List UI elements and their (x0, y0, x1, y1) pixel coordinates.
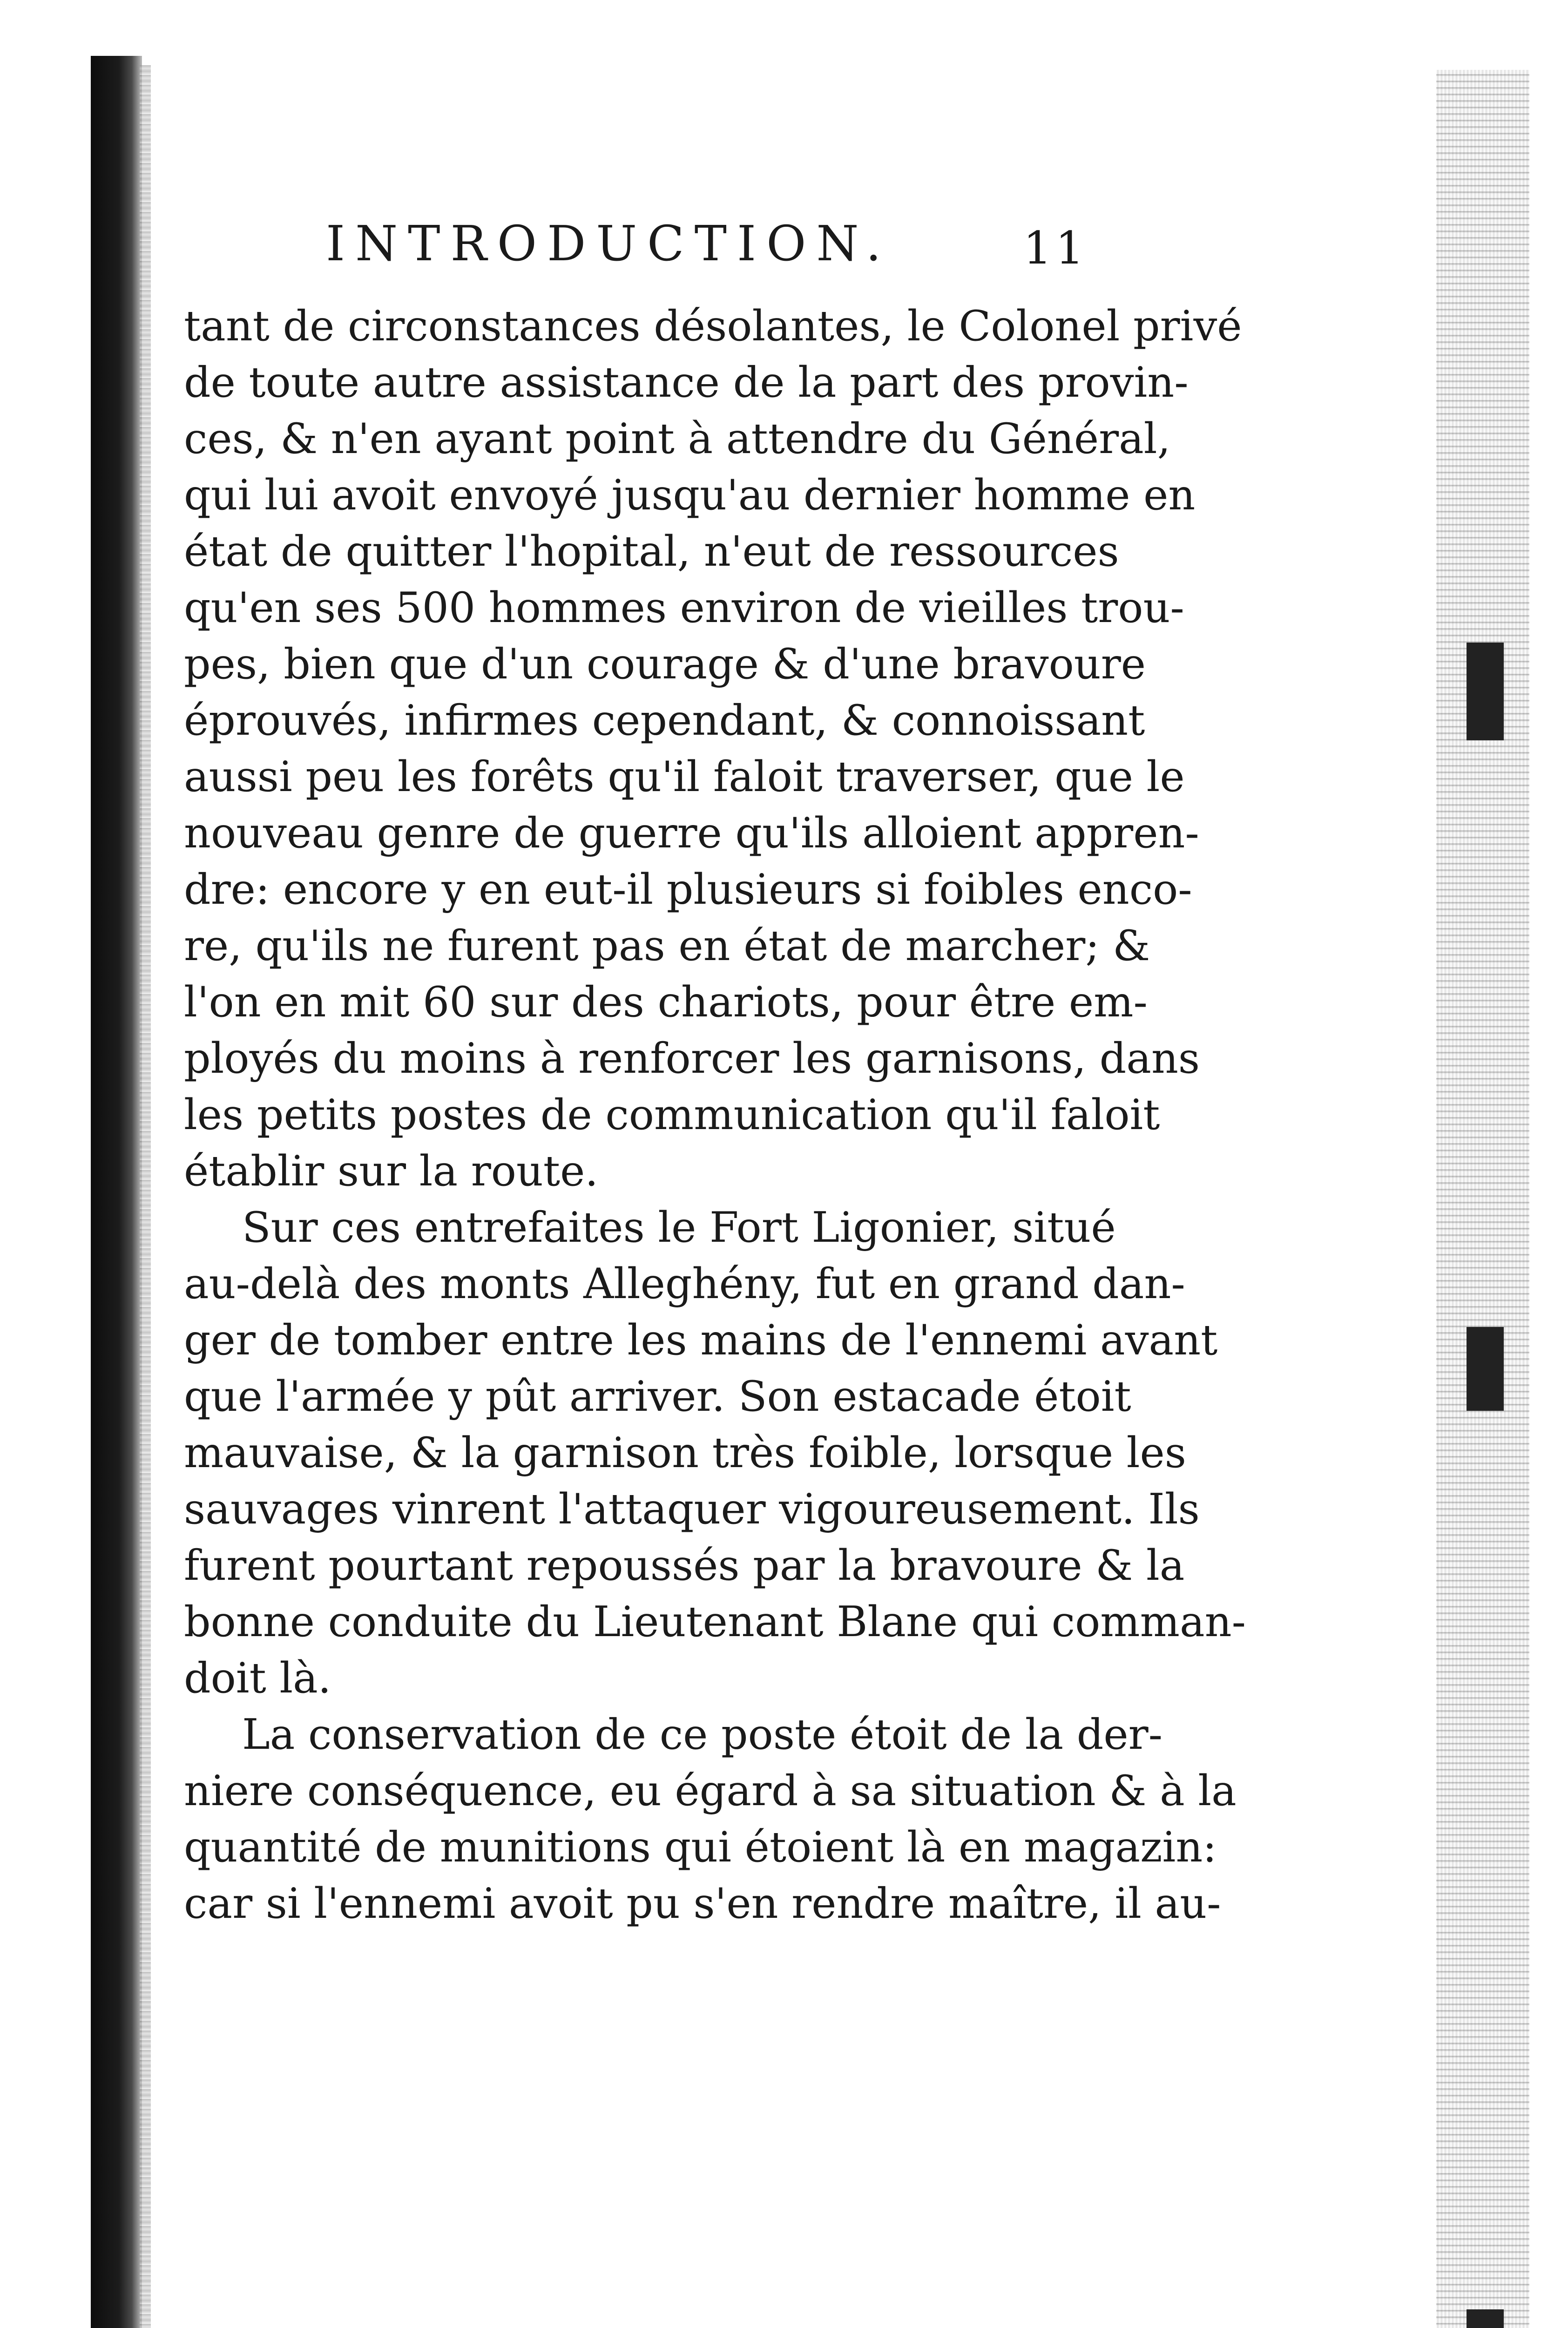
text-line: ces, & n'en ayant point à attendre du Général, (184, 414, 1171, 463)
page-edge-bar (1467, 643, 1504, 740)
binding-gutter-edge (140, 65, 151, 2328)
text-line: tant de circonstances désolantes, le Colonel privé (184, 302, 1242, 351)
text-line: éprouvés, infirmes cependant, & connoissant (184, 696, 1145, 745)
page-number: 11 (1023, 222, 1088, 274)
text-line: niere conséquence, eu égard à sa situation & à la (184, 1766, 1237, 1815)
text-line: de toute autre assistance de la part des provin- (184, 358, 1189, 407)
text-line: dre: encore y en eut-il plusieurs si foibles enco- (184, 865, 1192, 914)
text-line: mauvaise, & la garnison très foible, lorsque les (184, 1428, 1186, 1477)
text-line: pes, bien que d'un courage & d'une bravoure (184, 640, 1146, 689)
text-line: qu'en ses 500 hommes environ de vieilles trou- (184, 583, 1184, 632)
body-text (184, 298, 1246, 1932)
text-line: Sur ces entrefaites le Fort Ligonier, situé (242, 1203, 1116, 1252)
text-line: ger de tomber entre les mains de l'ennemi avant (184, 1316, 1218, 1365)
text-line: car si l'ennemi avoit pu s'en rendre maître, il au- (184, 1879, 1221, 1928)
text-line: qui lui avoit envoyé jusqu'au dernier homme en (184, 471, 1196, 520)
text-line: nouveau genre de guerre qu'ils alloient appren- (184, 809, 1199, 858)
binding-gutter (91, 56, 142, 2328)
page-edge-bar (1467, 2309, 1504, 2328)
text-line: re, qu'ils ne furent pas en état de marcher; & (184, 921, 1150, 970)
text-line: aussi peu les forêts qu'il faloit traverser, que le (184, 752, 1185, 801)
text-line: au-delà des monts Alleghény, fut en grand dan- (184, 1259, 1185, 1308)
text-line: l'on en mit 60 sur des chariots, pour être em- (184, 978, 1148, 1027)
text-line: furent pourtant repoussés par la bravoure & la (184, 1541, 1185, 1590)
text-line: état de quitter l'hopital, n'eut de ressources (184, 527, 1119, 576)
text-line: ployés du moins à renforcer les garnisons, dans (184, 1034, 1200, 1083)
text-line: établir sur la route. (184, 1147, 598, 1196)
text-line: sauvages vinrent l'attaquer vigoureusement. Ils (184, 1485, 1200, 1534)
text-line: doit là. (184, 1654, 331, 1703)
page-edge-bar (1467, 1327, 1504, 1411)
text-line: bonne conduite du Lieutenant Blane qui comman- (184, 1597, 1246, 1646)
text-line: La conservation de ce poste étoit de la der- (242, 1710, 1163, 1759)
page-edge-bleed (1436, 70, 1529, 2328)
running-head-title: INTRODUCTION. (326, 215, 892, 272)
text-line: quantité de munitions qui étoient là en magazin: (184, 1823, 1217, 1872)
text-line: que l'armée y pût arriver. Son estacade étoit (184, 1372, 1131, 1421)
text-line: les petits postes de communication qu'il faloit (184, 1090, 1160, 1139)
